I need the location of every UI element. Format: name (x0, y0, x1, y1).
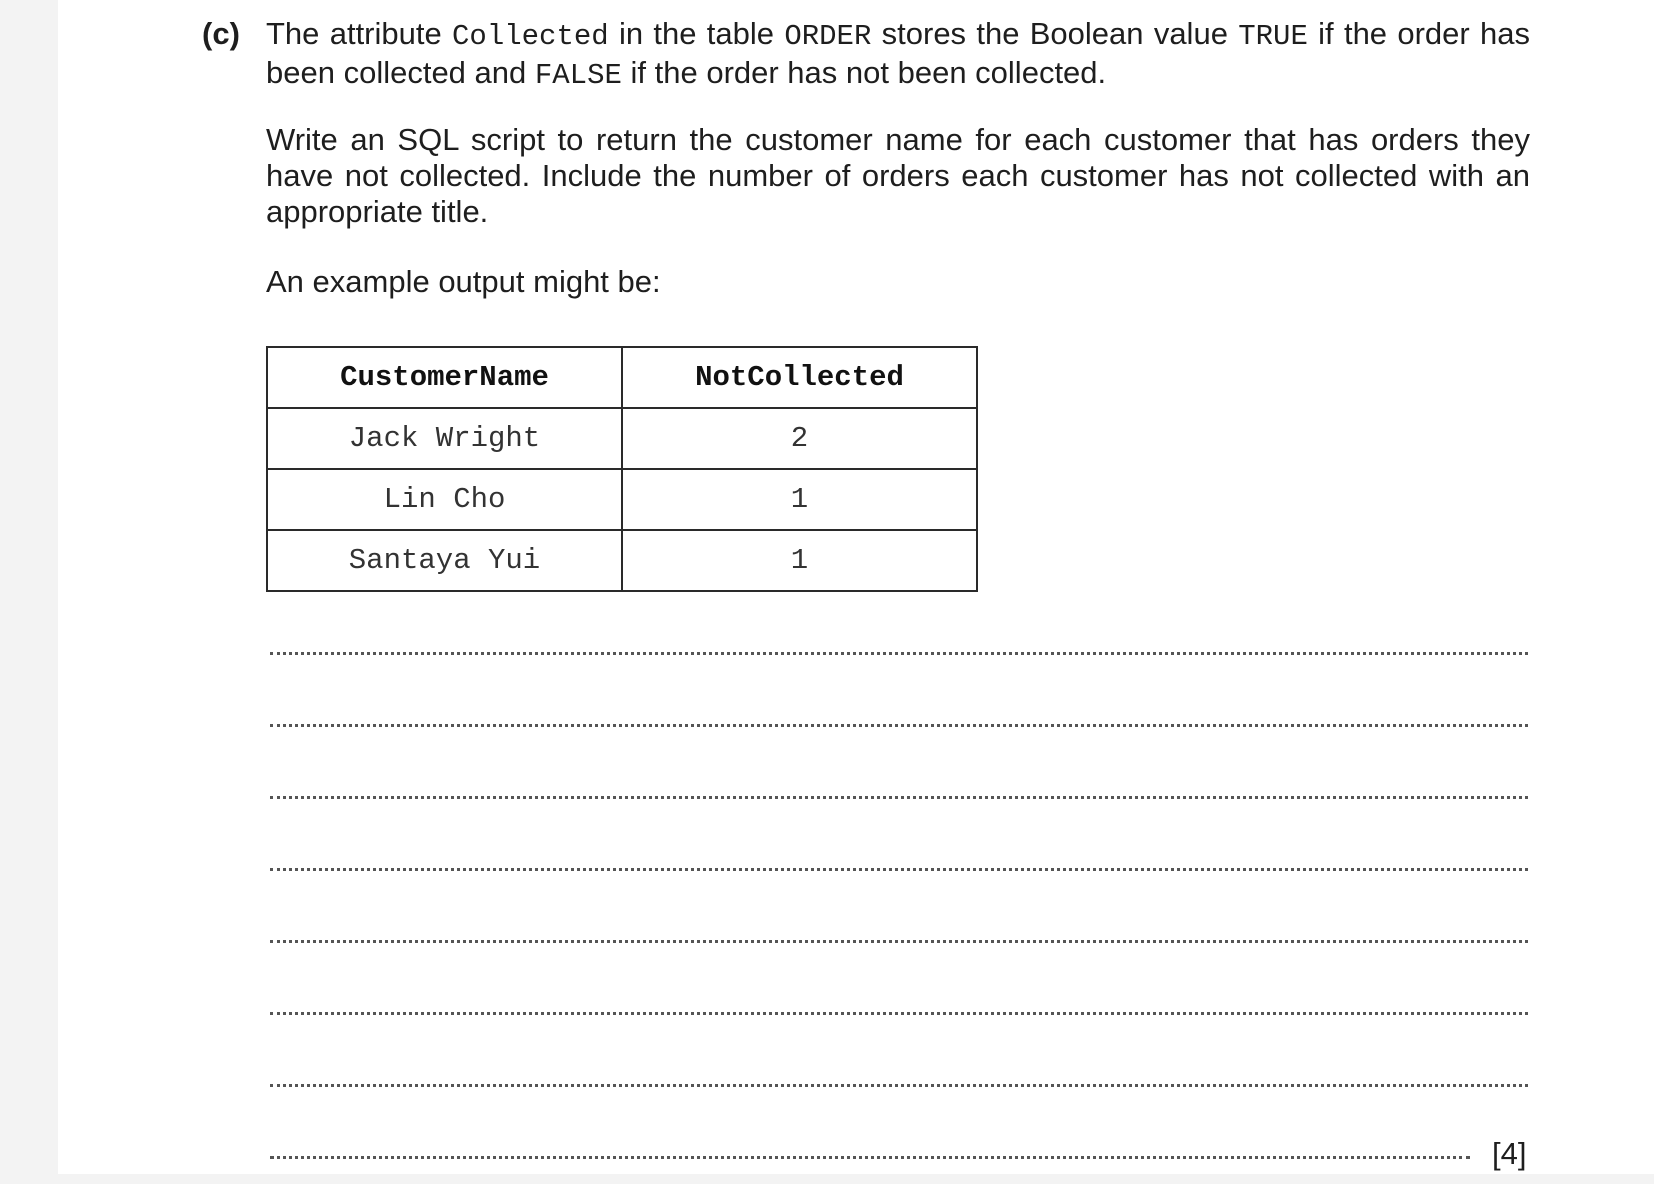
answer-line[interactable] (270, 796, 1528, 799)
header-customer-name: CustomerName (267, 347, 622, 408)
answer-line[interactable] (270, 1084, 1528, 1087)
cell-not-collected: 1 (622, 469, 977, 530)
cell-customer-name: Santaya Yui (267, 530, 622, 591)
attribute-name: Collected (452, 20, 609, 53)
true-value: TRUE (1238, 20, 1308, 53)
answer-line[interactable] (270, 1012, 1528, 1015)
header-not-collected: NotCollected (622, 347, 977, 408)
intro-text-5: if the order has not been collected. (621, 55, 1107, 90)
question-intro (266, 16, 1530, 94)
intro-text-2: in the table (608, 16, 785, 51)
answer-line[interactable] (270, 724, 1528, 727)
intro-text-4: if the order has been collected and (266, 16, 1531, 90)
answer-line[interactable] (270, 868, 1528, 871)
intro-text-1: The attribute (266, 16, 453, 51)
table-row (267, 530, 977, 591)
question-label: (c) (202, 16, 240, 51)
cell-customer-name: Lin Cho (267, 469, 622, 530)
intro-text-3: stores the Boolean value (871, 16, 1239, 51)
example-intro: An example output might be: (266, 264, 661, 299)
cell-not-collected: 2 (622, 408, 977, 469)
cell-not-collected: 1 (622, 530, 977, 591)
table-row (267, 469, 977, 530)
cell-customer-name: Jack Wright (267, 408, 622, 469)
table-header-row (267, 347, 977, 408)
table-name: ORDER (784, 20, 872, 53)
marks-label: [4] (1492, 1136, 1527, 1171)
example-output-table (266, 346, 978, 592)
question-instruction: Write an SQL script to return the customer name for each customer that has orders they have not collected. Include the number of orders each customer has not collected with an appropriate title. (266, 122, 1530, 229)
table-row (267, 408, 977, 469)
answer-line[interactable] (270, 652, 1528, 655)
answer-line[interactable] (270, 940, 1528, 943)
answer-line[interactable] (270, 1156, 1470, 1159)
false-value: FALSE (534, 59, 622, 92)
